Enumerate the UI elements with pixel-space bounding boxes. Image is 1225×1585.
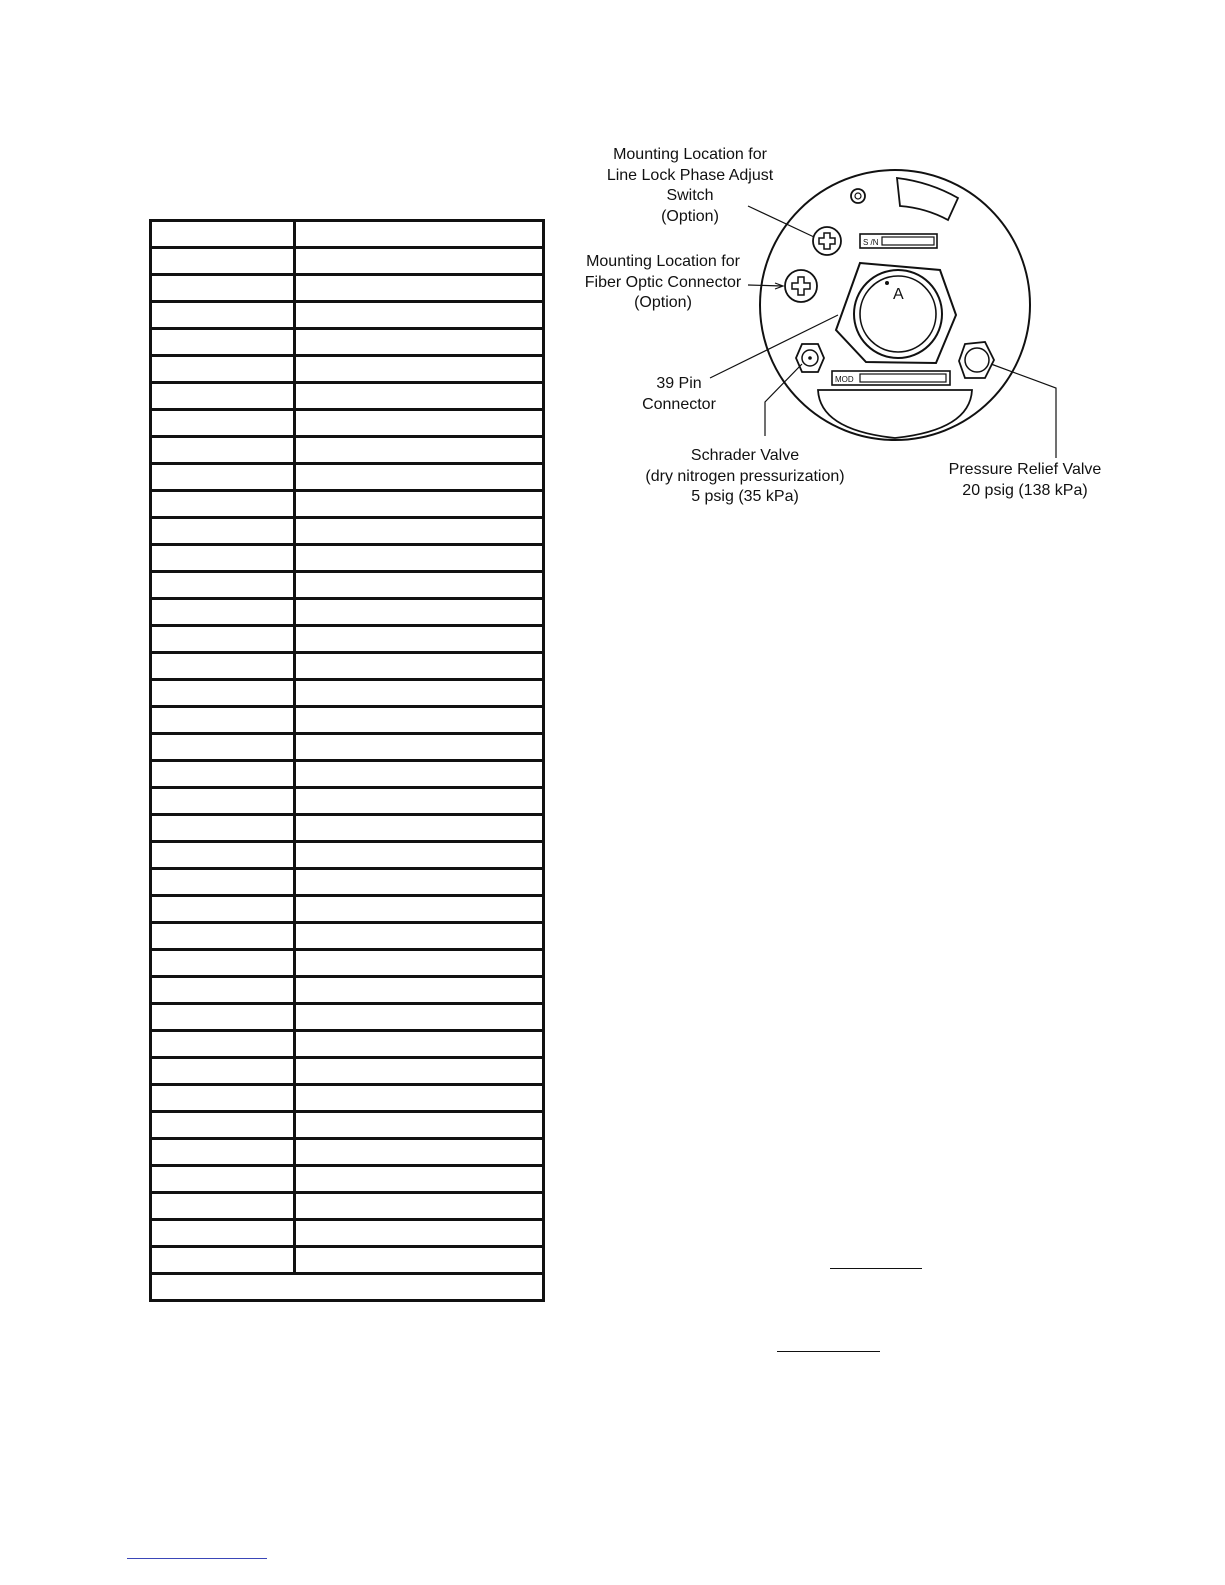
pin-table	[149, 219, 545, 1302]
pin-cell	[151, 383, 295, 410]
signal-cell	[295, 1085, 544, 1112]
signal-cell	[295, 1166, 544, 1193]
leader-fiber	[748, 285, 782, 286]
signal-cell	[295, 248, 544, 275]
pin-cell	[151, 761, 295, 788]
signature-line-1	[830, 1268, 922, 1269]
table-row	[151, 302, 544, 329]
fiber-optic-label	[578, 252, 748, 314]
signal-cell	[295, 599, 544, 626]
line-lock-switch	[813, 227, 841, 255]
pin-cell	[151, 1004, 295, 1031]
line-lock-line-4: (Option)	[661, 207, 719, 225]
pin-cell	[151, 302, 295, 329]
pin-cell	[151, 518, 295, 545]
pin-cell	[151, 734, 295, 761]
signal-cell	[295, 545, 544, 572]
signal-cell	[295, 518, 544, 545]
signal-cell	[295, 896, 544, 923]
fiber-optic-connector	[785, 270, 817, 302]
pin-cell	[151, 1031, 295, 1058]
table-row	[151, 437, 544, 464]
signal-cell	[295, 1193, 544, 1220]
signal-cell	[295, 1139, 544, 1166]
pin-connector-line-2: Connector	[642, 395, 716, 413]
pin-cell	[151, 1058, 295, 1085]
pin-table-body	[151, 221, 544, 1301]
pin-connector-label	[634, 374, 724, 415]
pin-cell	[151, 275, 295, 302]
pin-cell	[151, 545, 295, 572]
signal-cell	[295, 707, 544, 734]
table-row	[151, 869, 544, 896]
table-row	[151, 248, 544, 275]
signal-cell	[295, 221, 544, 248]
table-row	[151, 383, 544, 410]
housing-outline	[760, 170, 1030, 440]
pin-cell	[151, 356, 295, 383]
table-footer-row	[151, 1274, 544, 1301]
pin-cell	[151, 248, 295, 275]
table-row	[151, 329, 544, 356]
signal-cell	[295, 275, 544, 302]
table-row	[151, 1220, 544, 1247]
signal-cell	[295, 1004, 544, 1031]
table-row	[151, 1112, 544, 1139]
signal-cell	[295, 923, 544, 950]
signal-cell	[295, 815, 544, 842]
pin-cell	[151, 842, 295, 869]
pin-cell	[151, 950, 295, 977]
pin-cell	[151, 1112, 295, 1139]
table-row	[151, 1166, 544, 1193]
table-row	[151, 275, 544, 302]
table-row	[151, 1085, 544, 1112]
table-row	[151, 734, 544, 761]
pin-cell	[151, 788, 295, 815]
pin-cell	[151, 1139, 295, 1166]
schrader-label	[635, 446, 855, 508]
pin-cell	[151, 464, 295, 491]
relief-label	[940, 460, 1110, 501]
table-row	[151, 221, 544, 248]
bottom-window	[818, 390, 972, 438]
table-row	[151, 923, 544, 950]
table-row	[151, 464, 544, 491]
fiber-optic-line-3: (Option)	[634, 294, 692, 311]
line-lock-line-2: Line Lock Phase Adjust	[606, 166, 774, 184]
table-row	[151, 842, 544, 869]
signal-cell	[295, 680, 544, 707]
pin-cell	[151, 437, 295, 464]
table-row	[151, 680, 544, 707]
signal-cell	[295, 788, 544, 815]
signal-cell	[295, 329, 544, 356]
leader-schrader	[765, 364, 802, 436]
pin-cell	[151, 1220, 295, 1247]
line-lock-line-3: Switch	[666, 187, 714, 204]
footer-cell	[151, 1274, 544, 1301]
signal-cell	[295, 1031, 544, 1058]
39-pin-connector	[836, 263, 956, 363]
signal-cell	[295, 977, 544, 1004]
signal-cell	[295, 1058, 544, 1085]
connector-key-label: A	[893, 286, 904, 303]
signal-cell	[295, 437, 544, 464]
table-row	[151, 950, 544, 977]
signal-cell	[295, 491, 544, 518]
pin-cell	[151, 1085, 295, 1112]
pin-cell	[151, 221, 295, 248]
schrader-line-1: Schrader Valve	[690, 447, 800, 464]
pin-cell	[151, 869, 295, 896]
table-row	[151, 1031, 544, 1058]
table-row	[151, 815, 544, 842]
signal-cell	[295, 1247, 544, 1274]
signal-cell	[295, 383, 544, 410]
pin-cell	[151, 680, 295, 707]
pin-cell	[151, 410, 295, 437]
pin-cell	[151, 977, 295, 1004]
pin-cell	[151, 491, 295, 518]
schrader-line-3: 5 psig (35 kPa)	[691, 488, 799, 505]
signal-cell	[295, 950, 544, 977]
table-row	[151, 572, 544, 599]
table-row	[151, 1247, 544, 1274]
signal-cell	[295, 842, 544, 869]
table-row	[151, 491, 544, 518]
leader-relief	[991, 364, 1056, 458]
bottom-link-underline[interactable]	[127, 1558, 267, 1559]
table-row	[151, 626, 544, 653]
top-fitting	[851, 189, 865, 203]
table-row	[151, 977, 544, 1004]
schrader-line-2: (dry nitrogen pressurization)	[645, 467, 845, 485]
signal-cell	[295, 464, 544, 491]
schrader-valve	[796, 344, 824, 372]
pin-cell	[151, 626, 295, 653]
pin-connector-line-1: 39 Pin	[656, 375, 702, 392]
pin-cell	[151, 1247, 295, 1274]
signal-cell	[295, 356, 544, 383]
table-row	[151, 761, 544, 788]
signal-cell	[295, 1112, 544, 1139]
pin-cell	[151, 572, 295, 599]
signal-cell	[295, 626, 544, 653]
pin-cell	[151, 1193, 295, 1220]
table-row	[151, 1058, 544, 1085]
table-row	[151, 410, 544, 437]
pin-cell	[151, 653, 295, 680]
relief-line-1: Pressure Relief Valve	[948, 461, 1102, 478]
signal-cell	[295, 869, 544, 896]
model-plate-label: MOD	[835, 375, 854, 384]
pin-cell	[151, 896, 295, 923]
pin-cell	[151, 815, 295, 842]
signal-cell	[295, 410, 544, 437]
line-lock-label	[600, 145, 780, 227]
pressure-relief-valve	[959, 342, 994, 378]
table-row	[151, 653, 544, 680]
pin-cell	[151, 329, 295, 356]
fiber-optic-line-2: Fiber Optic Connector	[584, 273, 742, 291]
pin-cell	[151, 707, 295, 734]
table-row	[151, 788, 544, 815]
serial-plate-label: S /N	[863, 238, 879, 247]
signal-cell	[295, 572, 544, 599]
signature-line-2	[777, 1351, 880, 1352]
line-lock-line-1: Mounting Location for	[613, 146, 767, 163]
table-row	[151, 1193, 544, 1220]
top-slot	[897, 178, 958, 220]
relief-line-2: 20 psig (138 kPa)	[962, 481, 1088, 499]
table-row	[151, 599, 544, 626]
signal-cell	[295, 653, 544, 680]
signal-cell	[295, 1220, 544, 1247]
pin-cell	[151, 923, 295, 950]
signal-cell	[295, 761, 544, 788]
signal-cell	[295, 734, 544, 761]
table-row	[151, 1139, 544, 1166]
table-row	[151, 896, 544, 923]
pin-cell	[151, 599, 295, 626]
table-row	[151, 545, 544, 572]
table-row	[151, 518, 544, 545]
table-row	[151, 1004, 544, 1031]
pin-cell	[151, 1166, 295, 1193]
connector-diagram	[570, 140, 1130, 520]
table-row	[151, 356, 544, 383]
signal-cell	[295, 302, 544, 329]
table-row	[151, 707, 544, 734]
fiber-optic-line-1: Mounting Location for	[586, 253, 740, 270]
